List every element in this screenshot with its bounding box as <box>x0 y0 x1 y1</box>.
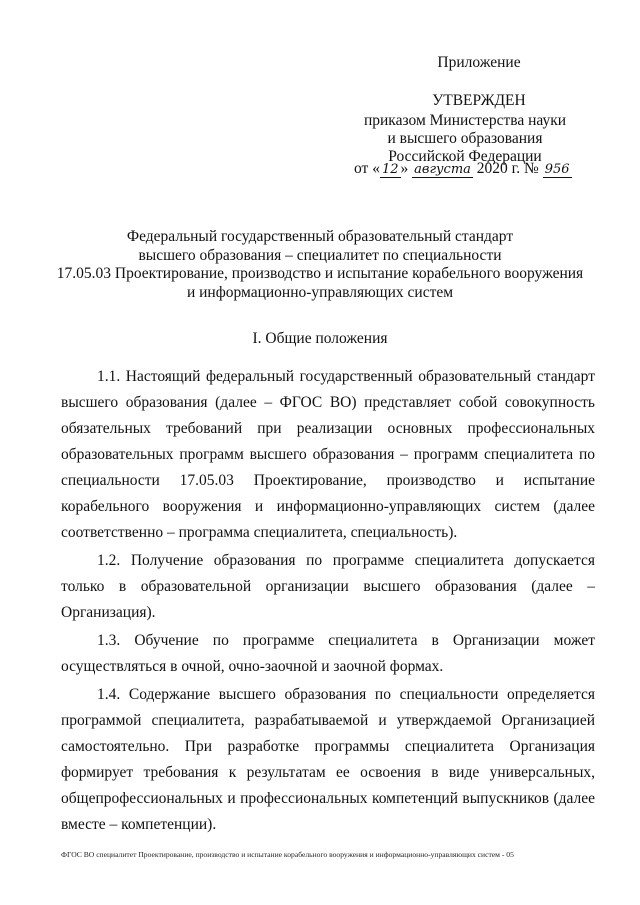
appendix-label: Приложение <box>437 54 521 71</box>
order-number-handwritten: 956 <box>544 162 570 177</box>
standard-title <box>40 228 600 302</box>
paragraph-1-4: 1.4. Содержание высшего образования по специальности определяется программой специалитета, разрабатываемой и утверждаемой Организацией самостоятельно. При разработке программы специалитета Организация формирует требования к результатам ее освоения в виде универсальных, общепрофессиональных и профессиональных компетенций выпускников (далее вместе – компетенции). <box>61 686 595 833</box>
order-date-number <box>354 160 572 178</box>
order-prefix: от « <box>354 160 380 177</box>
title-line-1: Федеральный государственный образовательный стандарт <box>126 228 514 245</box>
section-body <box>61 364 595 840</box>
order-day-handwritten: 12 <box>381 162 399 177</box>
title-line-3: 17.05.03 Проектирование, производство и испытание корабельного вооружения <box>56 265 584 282</box>
order-year: 2020 г. № <box>476 160 539 177</box>
section-heading: I. Общие положения <box>252 330 388 347</box>
order-line-1: приказом Министерства науки <box>363 112 567 129</box>
title-line-2: высшего образования – специалитет по специальности <box>138 246 502 264</box>
order-month-handwritten: августа <box>414 162 471 177</box>
title-line-4: и информационно-управляющих систем <box>186 283 454 301</box>
order-sep: » <box>400 160 409 177</box>
paragraph-1-2: 1.2. Получение образования по программе специалитета допускается только в образовательной организации высшего образования (далее – Организация). <box>61 552 595 621</box>
approval-block <box>340 54 590 166</box>
paragraph-1-1: 1.1. Настоящий федеральный государственный образовательный стандарт высшего образования (далее – ФГОС ВО) представляет собой совокупность обязательных требований при реализации основных профессиональных образовательных программ высшего образования – программ специалитета по специальности 17.05.03 Проектирование, производство и испытание корабельного вооружения и информационно-управляющих систем (далее соответственно – программа специалитета, специальность). <box>61 368 595 541</box>
page-footer: ФГОС ВО специалитет Проектирование, производство и испытание корабельного вооружения и информационно-управляющих систем - 05 <box>61 850 514 859</box>
order-line-3: Российской Федерации <box>388 148 542 165</box>
paragraph-1-3: 1.3. Обучение по программе специалитета в Организации может осуществляться в очной, очно-заочной и заочной формах. <box>61 632 595 675</box>
approved-label: УТВЕРЖДЕН <box>432 92 526 109</box>
order-line-2: и высшего образования <box>387 130 543 147</box>
